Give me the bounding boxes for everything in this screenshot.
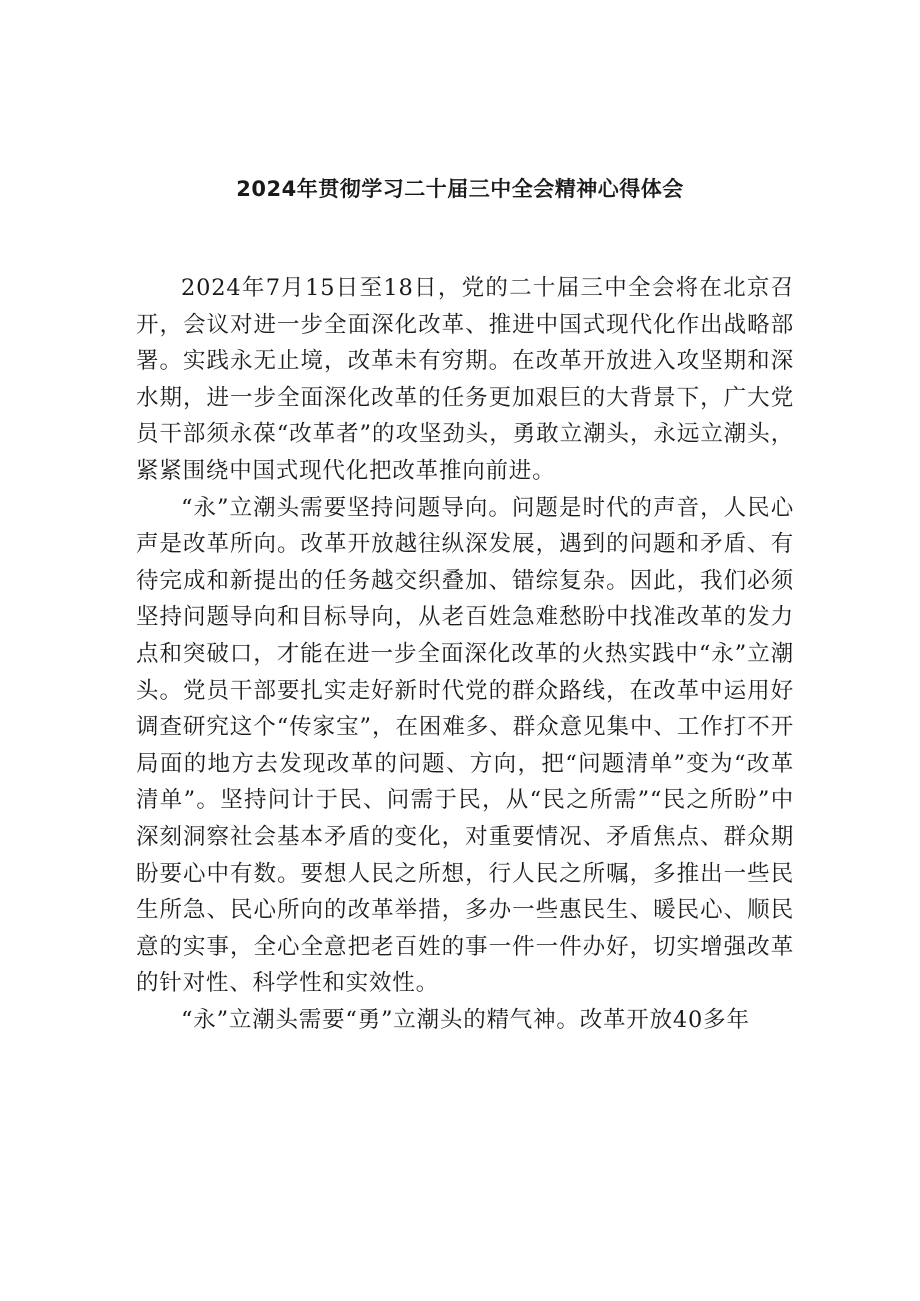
document-body [136, 270, 794, 1038]
document-title: 2024年贯彻学习二十届三中全会精神心得体会 [236, 177, 684, 201]
paragraph-3: “永”立潮头需要“勇”立潮头的精气神。改革开放40多年 [181, 1006, 750, 1033]
paragraph-2: “永”立潮头需要坚持问题导向。问题是时代的声音，人民心声是改革所向。改革开放越往纵深发展，遇到的问题和矛盾、有待完成和新提出的任务越交织叠加、错综复杂。因此，我们必须坚持问题导向和目标导向，从老百姓急难愁盼中找准改革的发力点和突破口，才能在进一步全面深化改革的火热实践中“永”立潮头。党员干部要扎实走好新时代党的群众路线，在改革中运用好调查研究这个“传家宝”，在困难多、群众意见集中、工作打不开局面的地方去发现改革的问题、方向，把“问题清单”变为“改革清单”。坚持问计于民、问需于民，从“民之所需”“民之所盼”中深刻洞察社会基本矛盾的变化，对重要情况、矛盾焦点、群众期盼要心中有数。要想人民之所想，行人民之所嘱，多推出一些民生所急、民心所向的改革举措，多办一些惠民生、暖民心、顺民意的实事，全心全意把老百姓的事一件一件办好，切实增强改革的针对性、科学性和实效性。 [136, 494, 794, 997]
paragraph-1: 2024年7月15日至18日，党的二十届三中全会将在北京召开，会议对进一步全面深化改革、推进中国式现代化作出战略部署。实践永无止境，改革未有穷期。在改革开放进入攻坚期和深水期，进一步全面深化改革的任务更加艰巨的大背景下，广大党员干部须永葆“改革者”的攻坚劲头，勇敢立潮头，永远立潮头，紧紧围绕中国式现代化把改革推向前进。 [136, 275, 794, 484]
